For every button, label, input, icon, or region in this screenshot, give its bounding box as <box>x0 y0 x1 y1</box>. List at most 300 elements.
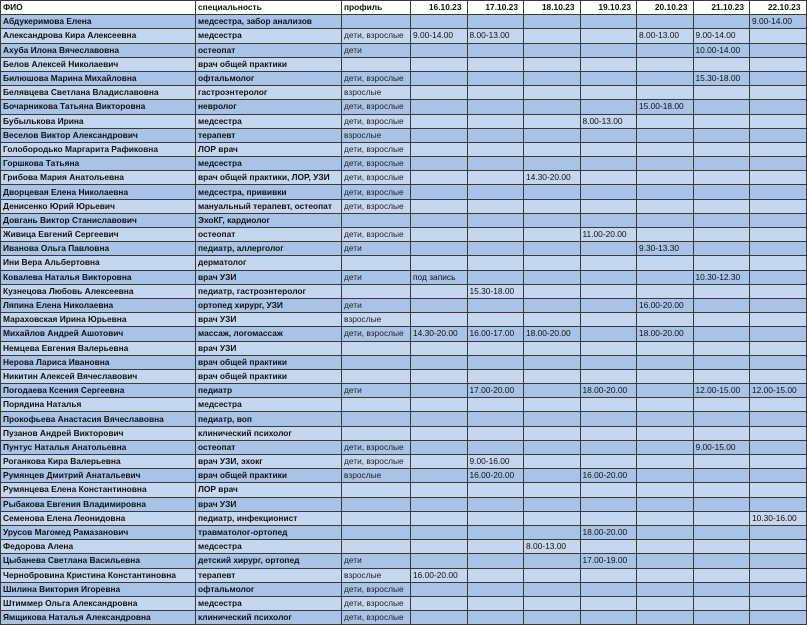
cell-schedule[interactable] <box>524 100 581 114</box>
cell-schedule[interactable]: 14.30-20.00 <box>411 327 468 341</box>
cell-specialty[interactable]: детский хирург, ортопед <box>196 554 342 568</box>
cell-schedule[interactable] <box>411 100 468 114</box>
cell-schedule[interactable] <box>524 355 581 369</box>
cell-specialty[interactable]: дерматолог <box>196 256 342 270</box>
cell-schedule[interactable] <box>411 15 468 29</box>
cell-schedule[interactable] <box>467 298 524 312</box>
cell-schedule[interactable] <box>750 157 807 171</box>
cell-schedule[interactable] <box>637 15 694 29</box>
cell-schedule[interactable] <box>467 15 524 29</box>
cell-schedule[interactable] <box>524 29 581 43</box>
cell-schedule[interactable] <box>524 412 581 426</box>
cell-schedule[interactable] <box>693 611 750 625</box>
cell-schedule[interactable]: 17.00-19.00 <box>580 554 637 568</box>
cell-schedule[interactable] <box>524 228 581 242</box>
cell-schedule[interactable] <box>693 213 750 227</box>
cell-schedule[interactable] <box>693 199 750 213</box>
cell-schedule[interactable] <box>467 114 524 128</box>
cell-schedule[interactable] <box>411 185 468 199</box>
cell-schedule[interactable] <box>750 29 807 43</box>
cell-schedule[interactable] <box>467 412 524 426</box>
cell-schedule[interactable] <box>750 525 807 539</box>
cell-schedule[interactable] <box>693 114 750 128</box>
cell-schedule[interactable] <box>637 57 694 71</box>
cell-schedule[interactable] <box>411 341 468 355</box>
cell-schedule[interactable] <box>411 511 468 525</box>
cell-schedule[interactable]: 12.00-15.00 <box>693 384 750 398</box>
cell-specialty[interactable]: медсестра <box>196 29 342 43</box>
cell-schedule[interactable] <box>411 398 468 412</box>
cell-schedule[interactable] <box>524 313 581 327</box>
cell-schedule[interactable] <box>524 611 581 625</box>
cell-schedule[interactable] <box>411 313 468 327</box>
cell-fio[interactable]: Федорова Алена <box>1 540 196 554</box>
cell-schedule[interactable] <box>524 114 581 128</box>
cell-fio[interactable]: Белов Алексей Николаевич <box>1 57 196 71</box>
cell-schedule[interactable] <box>467 398 524 412</box>
cell-schedule[interactable] <box>580 142 637 156</box>
cell-schedule[interactable] <box>580 596 637 610</box>
cell-schedule[interactable] <box>693 284 750 298</box>
cell-schedule[interactable] <box>750 369 807 383</box>
cell-schedule[interactable] <box>693 582 750 596</box>
cell-schedule[interactable] <box>580 398 637 412</box>
cell-schedule[interactable] <box>467 128 524 142</box>
cell-schedule[interactable] <box>693 228 750 242</box>
cell-fio[interactable]: Ини Вера Альбертовна <box>1 256 196 270</box>
cell-fio[interactable]: Роганкова Кира Валерьевна <box>1 455 196 469</box>
cell-schedule[interactable] <box>524 596 581 610</box>
cell-schedule[interactable]: 16.00-20.00 <box>467 469 524 483</box>
cell-schedule[interactable] <box>750 313 807 327</box>
cell-schedule[interactable] <box>411 540 468 554</box>
cell-specialty[interactable]: медсестра, прививки <box>196 185 342 199</box>
cell-profile[interactable]: дети, взрослые <box>342 185 411 199</box>
cell-schedule[interactable] <box>693 298 750 312</box>
cell-fio[interactable]: Белявцева Светлана Владиславовна <box>1 86 196 100</box>
cell-schedule[interactable] <box>411 483 468 497</box>
cell-schedule[interactable]: 11.00-20.00 <box>580 228 637 242</box>
cell-fio[interactable]: Ковалева Наталья Викторовна <box>1 270 196 284</box>
cell-schedule[interactable] <box>693 455 750 469</box>
cell-schedule[interactable] <box>693 157 750 171</box>
cell-schedule[interactable] <box>524 384 581 398</box>
cell-schedule[interactable] <box>411 157 468 171</box>
cell-schedule[interactable] <box>637 568 694 582</box>
cell-schedule[interactable] <box>467 213 524 227</box>
cell-specialty[interactable]: врач общей практики, ЛОР, УЗИ <box>196 171 342 185</box>
cell-schedule[interactable]: 16.00-17.00 <box>467 327 524 341</box>
cell-schedule[interactable] <box>637 341 694 355</box>
cell-schedule[interactable] <box>524 128 581 142</box>
cell-schedule[interactable] <box>580 199 637 213</box>
cell-schedule[interactable] <box>411 497 468 511</box>
cell-schedule[interactable] <box>467 142 524 156</box>
cell-schedule[interactable] <box>411 171 468 185</box>
cell-fio[interactable]: Пунтус Наталья Анатольевна <box>1 440 196 454</box>
cell-fio[interactable]: Кузнецова Любовь Алексеевна <box>1 284 196 298</box>
cell-profile[interactable] <box>342 426 411 440</box>
cell-specialty[interactable]: медсестра <box>196 596 342 610</box>
cell-fio[interactable]: Бубылькова Ирина <box>1 114 196 128</box>
cell-schedule[interactable] <box>637 199 694 213</box>
cell-schedule[interactable] <box>693 15 750 29</box>
cell-specialty[interactable]: ЭхоКГ, кардиолог <box>196 213 342 227</box>
cell-schedule[interactable] <box>750 398 807 412</box>
cell-fio[interactable]: Пузанов Андрей Викторович <box>1 426 196 440</box>
cell-specialty[interactable]: врач УЗИ <box>196 497 342 511</box>
cell-profile[interactable]: дети, взрослые <box>342 29 411 43</box>
cell-schedule[interactable] <box>580 440 637 454</box>
cell-schedule[interactable]: 10.00-14.00 <box>693 43 750 57</box>
cell-schedule[interactable] <box>411 582 468 596</box>
cell-schedule[interactable] <box>693 369 750 383</box>
cell-profile[interactable]: взрослые <box>342 313 411 327</box>
cell-schedule[interactable] <box>580 100 637 114</box>
cell-schedule[interactable] <box>580 327 637 341</box>
cell-schedule[interactable] <box>467 185 524 199</box>
cell-schedule[interactable]: 15.30-18.00 <box>693 71 750 85</box>
cell-specialty[interactable]: гастроэнтеролог <box>196 86 342 100</box>
cell-schedule[interactable] <box>693 596 750 610</box>
cell-schedule[interactable] <box>411 256 468 270</box>
cell-profile[interactable]: дети, взрослые <box>342 455 411 469</box>
cell-schedule[interactable] <box>637 525 694 539</box>
cell-schedule[interactable]: 16.00-20.00 <box>580 469 637 483</box>
cell-schedule[interactable]: 18.00-20.00 <box>637 327 694 341</box>
cell-schedule[interactable] <box>750 199 807 213</box>
cell-schedule[interactable] <box>637 412 694 426</box>
cell-schedule[interactable] <box>467 582 524 596</box>
cell-schedule[interactable] <box>580 213 637 227</box>
cell-schedule[interactable] <box>637 284 694 298</box>
cell-schedule[interactable] <box>411 213 468 227</box>
cell-schedule[interactable] <box>637 270 694 284</box>
cell-schedule[interactable] <box>467 43 524 57</box>
cell-schedule[interactable] <box>467 540 524 554</box>
cell-schedule[interactable] <box>580 483 637 497</box>
cell-profile[interactable] <box>342 412 411 426</box>
cell-schedule[interactable]: 9.00-14.00 <box>411 29 468 43</box>
cell-schedule[interactable] <box>693 242 750 256</box>
cell-schedule[interactable] <box>750 355 807 369</box>
cell-specialty[interactable]: педиатр, гастроэнтеролог <box>196 284 342 298</box>
cell-schedule[interactable] <box>411 455 468 469</box>
cell-fio[interactable]: Денисенко Юрий Юрьевич <box>1 199 196 213</box>
cell-schedule[interactable] <box>524 582 581 596</box>
cell-profile[interactable]: дети, взрослые <box>342 100 411 114</box>
cell-specialty[interactable]: клинический психолог <box>196 426 342 440</box>
cell-schedule[interactable] <box>467 369 524 383</box>
cell-specialty[interactable]: медсестра <box>196 398 342 412</box>
cell-schedule[interactable] <box>411 43 468 57</box>
cell-specialty[interactable]: клинический психолог <box>196 611 342 625</box>
cell-schedule[interactable] <box>693 398 750 412</box>
cell-fio[interactable]: Цыбанева Светлана Васильевна <box>1 554 196 568</box>
cell-schedule[interactable] <box>580 412 637 426</box>
cell-schedule[interactable] <box>637 43 694 57</box>
header-date[interactable]: 17.10.23 <box>467 1 524 15</box>
cell-schedule[interactable] <box>524 554 581 568</box>
cell-specialty[interactable]: офтальмолог <box>196 71 342 85</box>
header-date[interactable]: 19.10.23 <box>580 1 637 15</box>
cell-schedule[interactable] <box>693 540 750 554</box>
cell-fio[interactable]: Бочарникова Татьяна Викторовна <box>1 100 196 114</box>
cell-specialty[interactable]: офтальмолог <box>196 582 342 596</box>
cell-schedule[interactable] <box>750 469 807 483</box>
cell-schedule[interactable] <box>411 426 468 440</box>
cell-schedule[interactable] <box>467 86 524 100</box>
cell-fio[interactable]: Ахуба Илона Вячеславовна <box>1 43 196 57</box>
cell-profile[interactable] <box>342 525 411 539</box>
cell-schedule[interactable] <box>750 256 807 270</box>
cell-schedule[interactable] <box>524 298 581 312</box>
cell-fio[interactable]: Погодаева Ксения Сергеевна <box>1 384 196 398</box>
cell-schedule[interactable] <box>637 213 694 227</box>
cell-schedule[interactable] <box>693 525 750 539</box>
cell-fio[interactable]: Грибова Мария Анатольевна <box>1 171 196 185</box>
cell-specialty[interactable]: медсестра, забор анализов <box>196 15 342 29</box>
cell-schedule[interactable] <box>411 412 468 426</box>
cell-schedule[interactable] <box>524 15 581 29</box>
cell-fio[interactable]: Дворцевая Елена Николаевна <box>1 185 196 199</box>
cell-specialty[interactable]: педиатр <box>196 384 342 398</box>
cell-schedule[interactable] <box>524 426 581 440</box>
cell-schedule[interactable] <box>637 228 694 242</box>
cell-specialty[interactable]: мануальный терапевт, остеопат <box>196 199 342 213</box>
cell-schedule[interactable] <box>467 199 524 213</box>
cell-schedule[interactable] <box>467 355 524 369</box>
cell-schedule[interactable] <box>524 469 581 483</box>
cell-fio[interactable]: Прокофьева Анастасия Вячеславовна <box>1 412 196 426</box>
cell-profile[interactable] <box>342 369 411 383</box>
cell-schedule[interactable] <box>467 313 524 327</box>
cell-schedule[interactable] <box>524 341 581 355</box>
cell-fio[interactable]: Билюшова Марина Михайловна <box>1 71 196 85</box>
cell-schedule[interactable] <box>637 455 694 469</box>
cell-fio[interactable]: Порядина Наталья <box>1 398 196 412</box>
cell-schedule[interactable] <box>467 57 524 71</box>
cell-schedule[interactable] <box>524 71 581 85</box>
cell-schedule[interactable] <box>467 100 524 114</box>
cell-schedule[interactable] <box>524 568 581 582</box>
cell-schedule[interactable] <box>467 270 524 284</box>
cell-schedule[interactable] <box>693 568 750 582</box>
cell-schedule[interactable] <box>750 213 807 227</box>
cell-schedule[interactable] <box>524 185 581 199</box>
cell-schedule[interactable] <box>580 242 637 256</box>
cell-schedule[interactable] <box>750 298 807 312</box>
cell-schedule[interactable] <box>467 171 524 185</box>
cell-schedule[interactable] <box>693 426 750 440</box>
cell-schedule[interactable]: 16.00-20.00 <box>637 298 694 312</box>
cell-schedule[interactable]: 17.00-20.00 <box>467 384 524 398</box>
cell-schedule[interactable] <box>750 568 807 582</box>
cell-schedule[interactable] <box>524 213 581 227</box>
cell-schedule[interactable] <box>750 114 807 128</box>
cell-schedule[interactable] <box>750 185 807 199</box>
cell-schedule[interactable] <box>524 270 581 284</box>
cell-profile[interactable]: дети <box>342 298 411 312</box>
cell-schedule[interactable] <box>750 412 807 426</box>
cell-fio[interactable]: Абдукеримова Елена <box>1 15 196 29</box>
cell-schedule[interactable] <box>467 568 524 582</box>
cell-schedule[interactable] <box>693 142 750 156</box>
cell-schedule[interactable] <box>524 256 581 270</box>
cell-profile[interactable]: взрослые <box>342 568 411 582</box>
cell-schedule[interactable] <box>580 540 637 554</box>
cell-schedule[interactable] <box>580 426 637 440</box>
cell-profile[interactable]: дети <box>342 384 411 398</box>
cell-schedule[interactable] <box>467 157 524 171</box>
cell-schedule[interactable] <box>580 511 637 525</box>
cell-schedule[interactable] <box>750 43 807 57</box>
cell-profile[interactable]: дети, взрослые <box>342 228 411 242</box>
cell-schedule[interactable] <box>411 611 468 625</box>
header-date[interactable]: 22.10.23 <box>750 1 807 15</box>
cell-schedule[interactable] <box>580 497 637 511</box>
cell-schedule[interactable] <box>411 369 468 383</box>
cell-profile[interactable]: дети, взрослые <box>342 596 411 610</box>
cell-profile[interactable]: дети, взрослые <box>342 327 411 341</box>
cell-fio[interactable]: Ляпина Елена Николаевна <box>1 298 196 312</box>
cell-schedule[interactable] <box>524 86 581 100</box>
cell-schedule[interactable] <box>580 455 637 469</box>
cell-schedule[interactable] <box>637 256 694 270</box>
cell-schedule[interactable]: 18.00-20.00 <box>524 327 581 341</box>
cell-schedule[interactable]: 18.00-20.00 <box>580 525 637 539</box>
cell-profile[interactable]: дети <box>342 43 411 57</box>
cell-schedule[interactable] <box>693 327 750 341</box>
cell-profile[interactable]: дети, взрослые <box>342 582 411 596</box>
cell-schedule[interactable] <box>750 497 807 511</box>
cell-schedule[interactable]: 8.00-13.00 <box>524 540 581 554</box>
cell-fio[interactable]: Довгань Виктор Станиславович <box>1 213 196 227</box>
header-date[interactable]: 18.10.23 <box>524 1 581 15</box>
header-fio[interactable]: ФИО <box>1 1 196 15</box>
cell-schedule[interactable]: 10.30-12.30 <box>693 270 750 284</box>
cell-schedule[interactable] <box>524 157 581 171</box>
cell-specialty[interactable]: педиатр, аллерголог <box>196 242 342 256</box>
cell-profile[interactable]: дети <box>342 270 411 284</box>
cell-schedule[interactable] <box>637 114 694 128</box>
header-date[interactable]: 21.10.23 <box>693 1 750 15</box>
cell-fio[interactable]: Румянцева Елена Константиновна <box>1 483 196 497</box>
cell-schedule[interactable] <box>580 71 637 85</box>
cell-specialty[interactable]: медсестра <box>196 540 342 554</box>
cell-schedule[interactable] <box>693 57 750 71</box>
cell-schedule[interactable] <box>467 497 524 511</box>
cell-specialty[interactable]: остеопат <box>196 43 342 57</box>
cell-schedule[interactable] <box>750 483 807 497</box>
cell-schedule[interactable] <box>411 284 468 298</box>
cell-specialty[interactable]: остеопат <box>196 440 342 454</box>
cell-schedule[interactable] <box>637 611 694 625</box>
cell-schedule[interactable] <box>580 128 637 142</box>
cell-fio[interactable]: Немцева Евгения Валерьевна <box>1 341 196 355</box>
cell-profile[interactable] <box>342 256 411 270</box>
cell-schedule[interactable] <box>693 341 750 355</box>
cell-specialty[interactable]: врач УЗИ, эхокг <box>196 455 342 469</box>
cell-profile[interactable]: дети, взрослые <box>342 199 411 213</box>
cell-schedule[interactable] <box>524 455 581 469</box>
cell-schedule[interactable] <box>580 29 637 43</box>
cell-specialty[interactable]: медсестра <box>196 114 342 128</box>
cell-schedule[interactable] <box>580 15 637 29</box>
cell-schedule[interactable] <box>580 284 637 298</box>
cell-specialty[interactable]: ортопед хирург, УЗИ <box>196 298 342 312</box>
cell-schedule[interactable] <box>467 554 524 568</box>
cell-schedule[interactable] <box>580 298 637 312</box>
cell-schedule[interactable] <box>524 284 581 298</box>
cell-schedule[interactable] <box>750 100 807 114</box>
cell-fio[interactable]: Рыбакова Евгения Владимировна <box>1 497 196 511</box>
cell-schedule[interactable] <box>693 511 750 525</box>
cell-schedule[interactable]: 9.00-14.00 <box>693 29 750 43</box>
cell-schedule[interactable]: 18.00-20.00 <box>580 384 637 398</box>
cell-schedule[interactable] <box>580 341 637 355</box>
cell-schedule[interactable] <box>637 554 694 568</box>
cell-schedule[interactable] <box>467 611 524 625</box>
cell-specialty[interactable]: врач УЗИ <box>196 313 342 327</box>
cell-schedule[interactable]: 8.00-13.00 <box>580 114 637 128</box>
cell-profile[interactable] <box>342 483 411 497</box>
cell-schedule[interactable] <box>524 398 581 412</box>
cell-schedule[interactable] <box>411 71 468 85</box>
cell-specialty[interactable]: врач общей практики <box>196 369 342 383</box>
cell-profile[interactable] <box>342 398 411 412</box>
cell-profile[interactable]: дети, взрослые <box>342 71 411 85</box>
cell-schedule[interactable] <box>467 525 524 539</box>
cell-schedule[interactable] <box>750 327 807 341</box>
cell-schedule[interactable] <box>637 426 694 440</box>
cell-schedule[interactable] <box>467 426 524 440</box>
cell-fio[interactable]: Урусов Магомед Рамазанович <box>1 525 196 539</box>
cell-schedule[interactable] <box>580 171 637 185</box>
cell-schedule[interactable] <box>467 256 524 270</box>
cell-specialty[interactable]: врач общей практики <box>196 57 342 71</box>
cell-schedule[interactable] <box>637 440 694 454</box>
cell-specialty[interactable]: остеопат <box>196 228 342 242</box>
cell-fio[interactable]: Нерова Лариса Ивановна <box>1 355 196 369</box>
cell-specialty[interactable]: врач общей практики <box>196 469 342 483</box>
cell-fio[interactable]: Штиммер Ольга Александровна <box>1 596 196 610</box>
cell-schedule[interactable] <box>411 228 468 242</box>
cell-schedule[interactable] <box>580 568 637 582</box>
cell-profile[interactable] <box>342 497 411 511</box>
cell-schedule[interactable] <box>467 341 524 355</box>
cell-schedule[interactable]: 8.00-13.00 <box>637 29 694 43</box>
cell-schedule[interactable] <box>693 412 750 426</box>
cell-schedule[interactable] <box>637 582 694 596</box>
cell-schedule[interactable] <box>411 128 468 142</box>
cell-schedule[interactable] <box>580 369 637 383</box>
cell-fio[interactable]: Голобородько Маргарита Рафиковна <box>1 142 196 156</box>
cell-fio[interactable]: Горшкова Татьяна <box>1 157 196 171</box>
cell-schedule[interactable] <box>411 384 468 398</box>
cell-schedule[interactable] <box>524 525 581 539</box>
cell-schedule[interactable] <box>750 57 807 71</box>
cell-schedule[interactable] <box>467 511 524 525</box>
cell-schedule[interactable]: 15.00-18.00 <box>637 100 694 114</box>
cell-fio[interactable]: Александрова Кира Алексеевна <box>1 29 196 43</box>
cell-schedule[interactable] <box>580 256 637 270</box>
cell-profile[interactable]: дети <box>342 242 411 256</box>
cell-schedule[interactable] <box>693 313 750 327</box>
cell-schedule[interactable] <box>524 242 581 256</box>
cell-fio[interactable]: Веселов Виктор Александрович <box>1 128 196 142</box>
cell-schedule[interactable] <box>580 582 637 596</box>
